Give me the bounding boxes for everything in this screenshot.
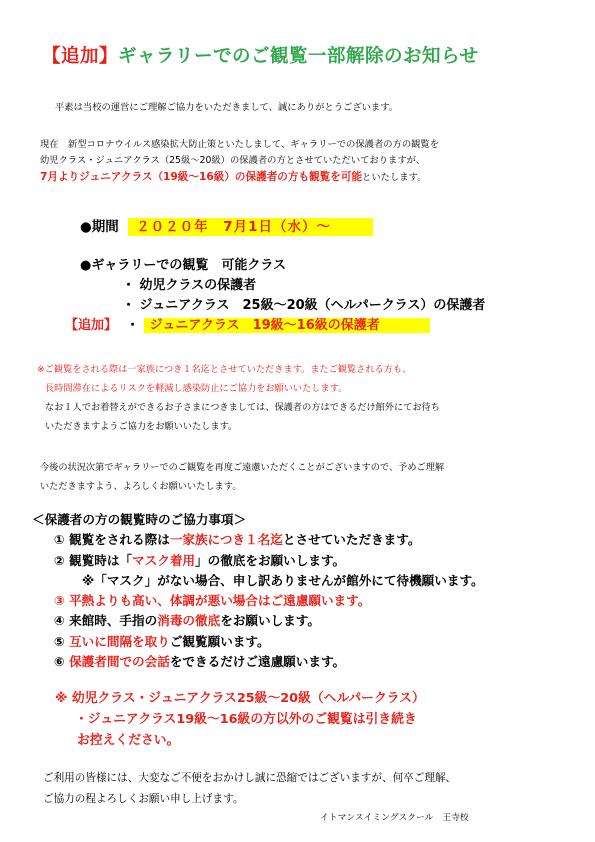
- coop-item-4-b: をお願いします。: [220, 613, 320, 629]
- coop-item-3: [32, 591, 484, 611]
- coop-item-4: [32, 611, 484, 631]
- coop-item-5-num: ⑤: [54, 633, 70, 649]
- signature: イトマンスイミングスクール 王寺校: [320, 813, 469, 823]
- classes-heading: ●ギャラリーでの観覧 可能クラス: [80, 258, 286, 273]
- coop-item-2-a: ② 観覧時は「: [54, 552, 133, 568]
- coop-item-6-num: ⑥: [54, 654, 70, 670]
- class-item-added: [65, 316, 485, 336]
- class-item-3: ジュニアクラス 19級～16級の保護者: [144, 318, 430, 333]
- warning-line-2: ・ジュニアクラス19級～16級の方以外のご観覧は引き続き: [75, 712, 417, 727]
- viewing-note: [37, 360, 440, 436]
- current-line-3-rest: といたします。: [362, 172, 427, 183]
- page-title: [42, 42, 478, 68]
- warning-line-1: ※ 幼児クラス・ジュニアクラス25級～20級（ヘルパークラス）: [55, 691, 425, 706]
- future-line-2: いただきますよう、よろしくお願いいたします。: [40, 481, 242, 492]
- note-line-3: なお１人でお着替えができるお子さまにつきましては、保護者の方はできるだけ館外にてお待ち: [45, 402, 440, 413]
- class-item-2: ・ ジュニアクラス 25級～20級（ヘルパークラス）の保護者: [122, 298, 486, 313]
- cooperation-section: [32, 510, 484, 672]
- coop-item-1-a: ① 観覧をされる際は: [54, 532, 170, 548]
- current-policy-paragraph: [40, 137, 439, 186]
- period-section: [80, 215, 373, 235]
- period-value: ２０２０年 7月1日（水）～: [128, 218, 373, 236]
- warning-line-3: お控えください。: [77, 733, 180, 748]
- coop-item-3-red: 平熱よりも高い、体調が悪い場合はご遠慮願います。: [69, 593, 371, 609]
- note-line-4: いただきますようご協力をお願いいたします。: [45, 421, 238, 432]
- coop-item-4-a: ④ 来館時、手指の: [54, 613, 158, 629]
- future-line-1: 今後の状況次第でギャラリーでのご観覧を再度ご遠慮いただくことがございますので、予めご理解: [40, 462, 445, 473]
- coop-item-6: [32, 652, 484, 672]
- restriction-warning: [55, 688, 425, 751]
- class-item-1: ・ 幼児クラスの保護者: [122, 278, 257, 293]
- coop-item-5-red: 互いに間隔を取り: [69, 633, 170, 649]
- closing-paragraph: [43, 768, 456, 810]
- coop-item-1: [32, 530, 484, 550]
- coop-item-6-red: 保護者間での会話: [69, 654, 170, 670]
- coop-item-2-sub: ※「マスク」がない場合、申し訳ありませんが館外にて待機願います。: [82, 572, 484, 588]
- coop-item-1-red: 一家族につき１名迄: [169, 532, 283, 548]
- coop-item-4-red: 消毒の徹底: [157, 613, 221, 629]
- note-line-2: 長時間滞在によるリスクを軽減し感染防止にご協力をお願いいたします。: [45, 383, 348, 394]
- closing-line-2: ご協力の程よろしくお願い申し上げます。: [43, 793, 244, 805]
- coop-item-2: [32, 551, 484, 571]
- cooperation-heading: ＜保護者の方の観覧時のご協力事項＞: [32, 512, 247, 527]
- period-label: ●期間: [80, 219, 119, 235]
- current-line-2: 幼児クラス・ジュニアクラス（25級～20級）の保護者の方とさせていただいておりますが、: [40, 155, 426, 166]
- coop-item-1-b: とさせていただきます。: [282, 532, 421, 548]
- title-tag: 【追加】: [42, 46, 119, 67]
- added-tag: 【追加】: [65, 318, 118, 333]
- note-line-1: ※ご観覧をされる際は一家族につき１名迄とさせていただきます。またご観覧される方も、: [37, 364, 412, 375]
- current-line-3: [40, 169, 439, 186]
- current-line-1: 現在 新型コロナウイルス感染拡大防止策といたしまして、ギャラリーでの保護者の方の観覧を: [40, 139, 440, 150]
- class-item-3-bullet: ・: [126, 318, 144, 333]
- future-notice: [40, 458, 444, 496]
- intro-paragraph: 平素は当校の運営にご理解ご協力をいただきまして、誠にありがとうございます。: [55, 102, 399, 113]
- title-text: ギャラリーでのご観覧一部解除のお知らせ: [118, 46, 479, 67]
- allowed-classes-section: [65, 256, 486, 336]
- coop-item-2-red: マスク着用: [132, 552, 195, 568]
- coop-item-6-b: をできるだけご遠慮願います。: [169, 654, 346, 670]
- coop-item-3-num: ③: [54, 593, 70, 609]
- current-line-3-highlight: 7月よりジュニアクラス（19級～16級）の保護者の方も観覧を可能: [40, 171, 363, 183]
- closing-line-1: ご利用の皆様には、大変なご不便をおかけし誠に恐縮ではございますが、何卒ご理解、: [43, 772, 457, 784]
- coop-item-5: [32, 632, 484, 652]
- coop-item-5-b: ご観覧願います。: [169, 633, 270, 649]
- coop-item-2-b: 」の徹底をお願いします。: [195, 552, 346, 568]
